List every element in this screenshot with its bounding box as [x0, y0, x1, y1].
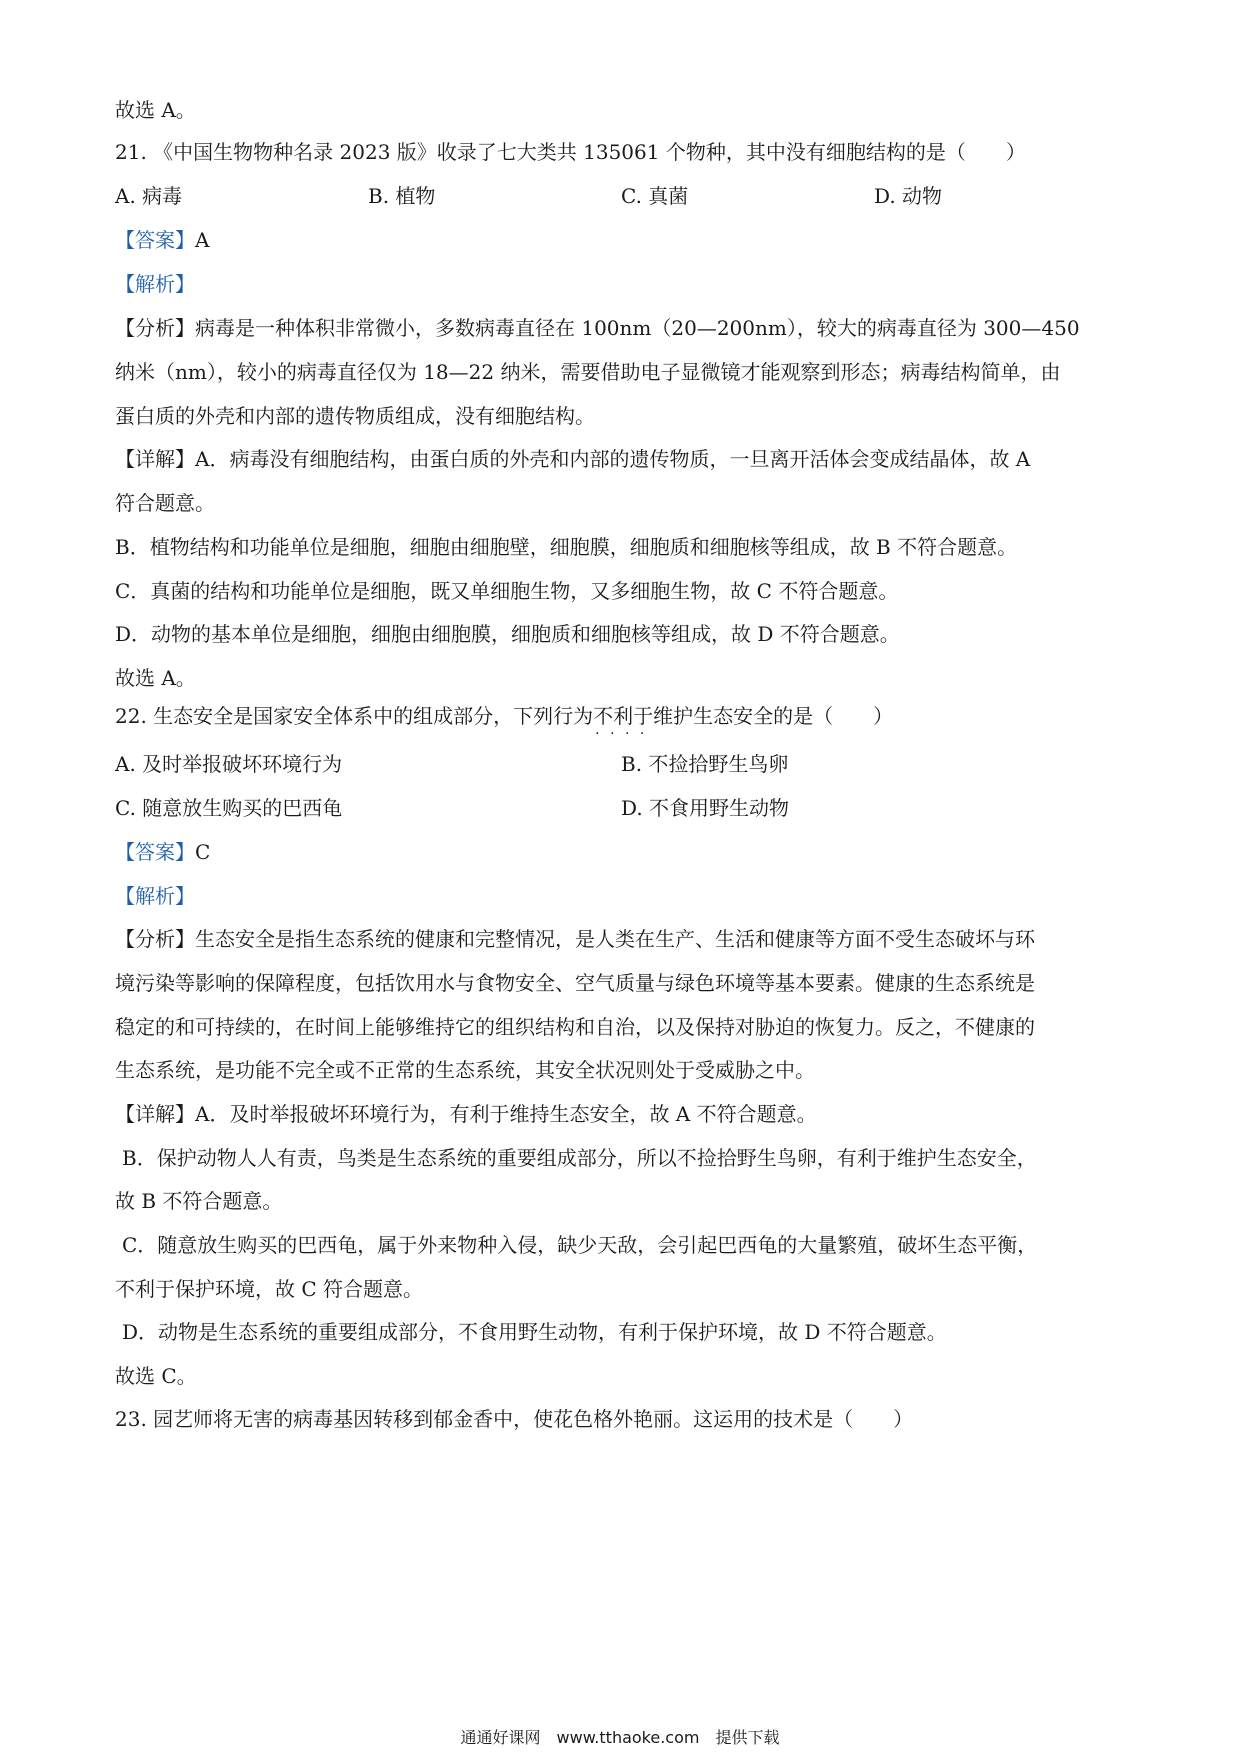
q21-analysis-heading: [115, 272, 195, 296]
q21-xiangjie-c: C．真菌的结构和功能单位是细胞，既又单细胞生物，又多细胞生物，故 C 不符合题意。: [115, 579, 899, 603]
answer-value: C: [195, 840, 211, 864]
q22-text-pre: 22. 生态安全是国家安全体系中的组成部分，下列行为: [115, 704, 594, 728]
q21-option-b: B. 植物: [368, 184, 436, 208]
q21-xiangjie-d: D．动物的基本单位是细胞，细胞由细胞膜，细胞质和细胞核等组成，故 D 不符合题意。: [115, 622, 900, 646]
analysis-tag: 【解析】: [115, 272, 195, 296]
conclusion-line: 故选 A。: [115, 98, 196, 122]
xiangjie-tag: 【详解】: [115, 1102, 195, 1126]
q21-option-c: C. 真菌: [621, 184, 689, 208]
analysis-tag: 【解析】: [115, 884, 195, 908]
xiangjie-text: A．病毒没有细胞结构，由蛋白质的外壳和内部的遗传物质，一旦离开活体会变成结晶体，故 A: [195, 447, 1031, 471]
q22-analysis-heading: [115, 884, 195, 908]
q22-answer: [115, 840, 210, 864]
page-footer: 通通好课网 www.tthaoke.com 提供下载: [460, 1728, 780, 1747]
q22-fenxi-line-2: 境污染等影响的保障程度，包括饮用水与食物安全、空气质量与绿色环境等基本要素。健康的生态系统是: [115, 971, 1035, 995]
q21-option-a: A. 病毒: [115, 184, 183, 208]
q22-xiangjie-d: D．动物是生态系统的重要组成部分，不食用野生动物，有利于保护环境，故 D 不符合题意。: [122, 1320, 947, 1344]
question-21: 21. 《中国生物物种名录 2023 版》收录了七大类共 135061 个物种，其中没有细胞结构的是（ ）: [115, 140, 1026, 164]
answer-value: A: [195, 228, 210, 252]
q21-fenxi-line-1: [115, 316, 1080, 340]
question-23: 23. 园艺师将无害的病毒基因转移到郁金香中，使花色格外艳丽。这运用的技术是（ ）: [115, 1407, 914, 1431]
q22-fenxi-line-4: 生态系统，是功能不完全或不正常的生态系统，其安全状况则处于受威胁之中。: [115, 1058, 815, 1082]
q21-xiangjie-line-2: 符合题意。: [115, 491, 215, 515]
q22-option-d: D. 不食用野生动物: [621, 796, 790, 820]
q22-xiangjie-b-1: B．保护动物人人有责，鸟类是生态系统的重要组成部分，所以不捡拾野生鸟卵，有利于维护生态安全，: [122, 1146, 1037, 1170]
q22-xiangjie-b-2: 故 B 不符合题意。: [115, 1189, 283, 1213]
answer-tag: 【答案】: [115, 840, 195, 864]
xiangjie-text: A．及时举报破坏环境行为，有利于维持生态安全，故 A 不符合题意。: [195, 1102, 817, 1126]
q22-text-post: 维护生态安全的是（ ）: [653, 704, 894, 728]
q21-answer: [115, 228, 209, 252]
fenxi-tag: 【分析】: [115, 316, 195, 340]
q21-option-d: D. 动物: [874, 184, 943, 208]
fenxi-text: 病毒是一种体积非常微小，多数病毒直径在 100nm（20—200nm），较大的病毒直径为 300—450: [195, 316, 1080, 340]
xiangjie-tag: 【详解】: [115, 447, 195, 471]
q22-emphasis: 不利于 · · · ·: [593, 704, 653, 728]
q22-conclusion: 故选 C。: [115, 1364, 197, 1388]
q22-option-b: B. 不捡拾野生鸟卵: [621, 752, 789, 776]
fenxi-text: 生态安全是指生态系统的健康和完整情况，是人类在生产、生活和健康等方面不受生态破坏与环: [195, 927, 1035, 951]
fenxi-tag: 【分析】: [115, 927, 195, 951]
q21-fenxi-line-2: 纳米（nm），较小的病毒直径仅为 18—22 纳米，需要借助电子显微镜才能观察到形态；病毒结构简单，由: [115, 360, 1061, 384]
q22-option-a: A. 及时举报破坏环境行为: [115, 752, 343, 776]
q21-conclusion: 故选 A。: [115, 666, 196, 690]
q22-fenxi-line-1: [115, 927, 1035, 951]
question-22: [115, 704, 893, 728]
q22-xiangjie-c-2: 不利于保护环境，故 C 符合题意。: [115, 1277, 424, 1301]
answer-tag: 【答案】: [115, 228, 195, 252]
q21-fenxi-line-3: 蛋白质的外壳和内部的遗传物质组成，没有细胞结构。: [115, 404, 595, 428]
q21-xiangjie-b: B．植物结构和功能单位是细胞，细胞由细胞壁，细胞膜，细胞质和细胞核等组成，故 B 不符合题意。: [115, 535, 1018, 559]
q22-xiangjie-c-1: C．随意放生购买的巴西龟，属于外来物种入侵，缺少天敌，会引起巴西龟的大量繁殖，破坏生态平衡，: [122, 1233, 1038, 1257]
q22-option-c: C. 随意放生购买的巴西龟: [115, 796, 343, 820]
q22-xiangjie-a: [115, 1102, 817, 1126]
q21-xiangjie-line-1: [115, 447, 1030, 471]
q22-fenxi-line-3: 稳定的和可持续的，在时间上能够维持它的组织结构和自治，以及保持对胁迫的恢复力。反之，不健康的: [115, 1015, 1035, 1039]
